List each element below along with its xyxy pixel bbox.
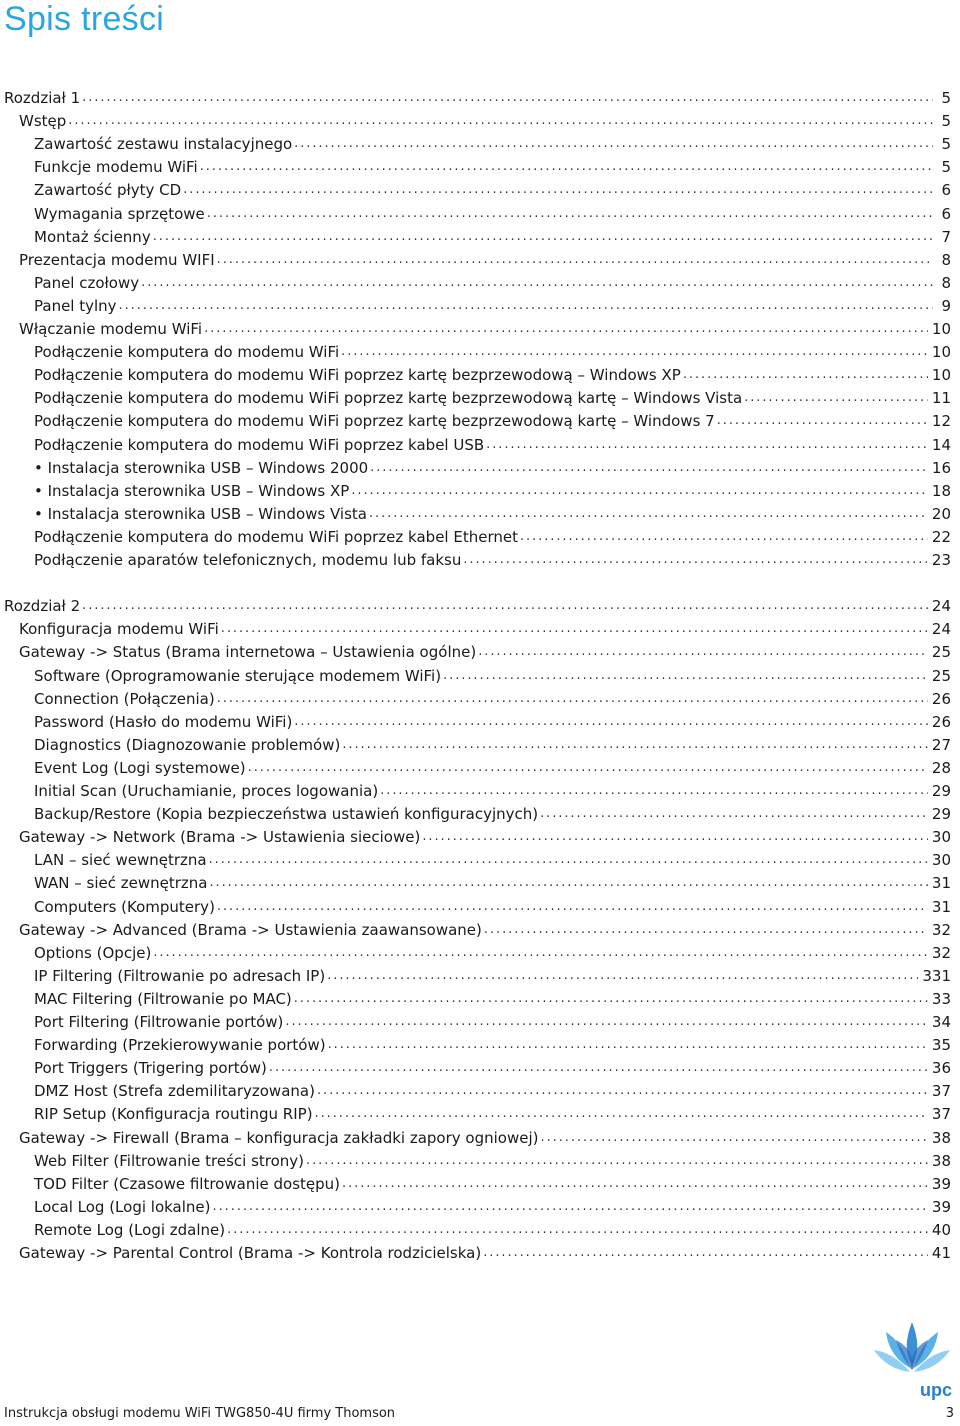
toc-entry-title: Remote Log (Logi zdalne) <box>34 1220 226 1239</box>
toc-dot-leader <box>183 181 933 199</box>
toc-entry[interactable] <box>34 869 951 892</box>
toc-entry[interactable] <box>34 777 951 800</box>
toc-entry-title: Diagnostics (Diagnozowanie problemów) <box>34 735 341 754</box>
toc-dot-leader <box>540 805 928 823</box>
toc-dot-leader <box>342 1175 928 1193</box>
toc-entry[interactable] <box>34 477 951 500</box>
toc-dot-leader <box>422 828 928 846</box>
toc-entry-page: 40 <box>931 1220 951 1239</box>
toc-dot-leader <box>520 528 928 546</box>
toc-entry[interactable] <box>34 1054 951 1077</box>
toc-dot-leader <box>207 205 933 223</box>
toc-dot-leader <box>744 389 928 407</box>
toc-entry-page: 22 <box>931 527 951 546</box>
toc-entry[interactable] <box>34 846 951 869</box>
toc-entry-page: 35 <box>931 1036 951 1055</box>
toc-entry-page: 32 <box>931 920 951 939</box>
toc-entry-title: Panel czołowy <box>34 273 140 292</box>
toc-dot-leader <box>200 158 933 176</box>
toc-entry[interactable] <box>34 1100 951 1123</box>
toc-entry-title: Event Log (Logi systemowe) <box>34 758 246 777</box>
toc-entry-page: 39 <box>931 1197 951 1216</box>
toc-entry-title: Montaż ścienny <box>34 227 151 246</box>
toc-entry-page: 20 <box>931 504 951 523</box>
toc-entry-page: 16 <box>931 458 951 477</box>
toc-entry-page: 28 <box>931 758 951 777</box>
toc-entry-title: Panel tylny <box>34 296 117 315</box>
toc-entry-page: 6 <box>941 204 951 223</box>
toc-entry-page: 32 <box>931 943 951 962</box>
toc-entry[interactable] <box>34 962 951 985</box>
toc-entry[interactable] <box>34 338 951 361</box>
toc-entry[interactable] <box>19 615 951 638</box>
toc-entry-title: Local Log (Logi lokalne) <box>34 1197 211 1216</box>
toc-dot-leader <box>248 759 928 777</box>
toc-entry-page: 25 <box>931 666 951 685</box>
toc-entry-title: Konfiguracja modemu WiFi <box>19 620 219 639</box>
toc-entry-page: 5 <box>941 158 951 177</box>
toc-entry-title: Podłączenie komputera do modemu WiFi poprzez kartę bezprzewodową kartę – Windows 7 <box>34 412 715 431</box>
toc-entry-title: Port Filtering (Filtrowanie portów) <box>34 1013 284 1031</box>
logo-text: upc <box>920 1380 953 1400</box>
toc-entry-title: Włączanie modemu WiFi <box>19 320 203 338</box>
toc-dot-leader <box>484 921 928 939</box>
toc-entry[interactable] <box>34 130 951 153</box>
toc-entry-page: 38 <box>931 1128 951 1147</box>
toc-entry-page: 37 <box>931 1082 951 1101</box>
toc-entry-title: MAC Filtering (Filtrowanie po MAC) <box>34 989 292 1008</box>
toc-entry[interactable] <box>34 546 951 569</box>
toc-entry-title: Podłączenie komputera do modemu WiFi <box>34 343 340 362</box>
toc-entry-title: Gateway -> Status (Brama internetowa – Ustawienia ogólne) <box>19 643 477 662</box>
toc-entry-page: 10 <box>931 320 951 338</box>
toc-dot-leader <box>369 505 928 523</box>
page-number: 3 <box>945 1406 954 1421</box>
toc-dot-leader <box>380 782 928 800</box>
toc-entry-title: TOD Filter (Czasowe filtrowanie dostępu) <box>34 1174 340 1193</box>
toc-entry[interactable] <box>34 893 951 916</box>
toc-dot-leader <box>294 713 928 731</box>
toc-entry[interactable] <box>34 176 951 199</box>
toc-entry[interactable] <box>34 523 951 546</box>
toc-entry-page: 31 <box>931 874 951 893</box>
toc-entry-title: Podłączenie komputera do modemu WiFi poprzez kabel USB <box>34 435 485 454</box>
toc-entry[interactable] <box>19 638 951 661</box>
toc-entry-page: 8 <box>941 273 951 292</box>
toc-entry-title: Funkcje modemu WiFi <box>34 158 198 177</box>
toc-entry[interactable] <box>34 292 951 315</box>
toc-entry-page: 30 <box>931 851 951 870</box>
toc-dot-leader <box>204 320 928 338</box>
toc-entry-title: Wstęp <box>19 112 67 131</box>
toc-entry[interactable] <box>34 454 951 477</box>
toc-entry-page: 18 <box>931 481 951 500</box>
toc-dot-leader <box>209 874 927 892</box>
toc-entry-title: Rozdział 2 <box>4 597 81 616</box>
toc-entry-title: Wymagania sprzętowe <box>34 204 205 223</box>
toc-entry[interactable] <box>19 246 951 269</box>
toc-entry-page: 24 <box>931 620 951 639</box>
toc-entry-title: LAN – sieć wewnętrzna <box>34 851 207 870</box>
toc-dot-leader <box>217 898 928 916</box>
toc-entry-page: 11 <box>931 389 951 408</box>
toc-entry-page: 10 <box>931 343 951 362</box>
toc-entry-title: DMZ Host (Strefa zdemilitaryzowana) <box>34 1082 315 1101</box>
toc-entry-title: Podłączenie komputera do modemu WiFi poprzez kartę bezprzewodową – Windows XP <box>34 366 681 385</box>
toc-entry[interactable] <box>34 708 951 731</box>
toc-entry[interactable] <box>34 1077 951 1100</box>
toc-entry-title: Computers (Komputery) <box>34 897 215 916</box>
toc-entry[interactable] <box>34 1147 951 1170</box>
toc-entry-page: 26 <box>931 712 951 731</box>
toc-entry[interactable] <box>19 916 951 939</box>
toc-dot-leader <box>315 1105 928 1123</box>
toc-entry[interactable] <box>34 731 951 754</box>
toc-entry[interactable] <box>34 800 951 823</box>
toc-entry-title: Backup/Restore (Kopia bezpieczeństwa ustawień konfiguracyjnych) <box>34 805 539 824</box>
toc-entry-page: 5 <box>941 112 951 131</box>
toc-entry-title: Gateway -> Network (Brama -> Ustawienia sieciowe) <box>19 828 421 847</box>
toc-dot-leader <box>683 366 928 384</box>
toc-dot-leader <box>443 667 928 685</box>
toc-dot-leader <box>342 736 928 754</box>
toc-entry[interactable] <box>34 200 951 223</box>
toc-entry-title: Zawartość płyty CD <box>34 181 182 200</box>
toc-entry-page: 36 <box>931 1059 951 1078</box>
toc-entry-title: Gateway -> Advanced (Brama -> Ustawienia zaawansowane) <box>19 920 482 939</box>
toc-entry-title: Gateway -> Parental Control (Brama -> Kontrola rodzicielska) <box>19 1244 482 1262</box>
toc-dot-leader <box>269 1059 928 1077</box>
toc-entry-title: Podłączenie komputera do modemu WiFi poprzez kabel Ethernet <box>34 527 518 546</box>
toc-entry-title: Prezentacja modemu WIFI <box>19 250 215 269</box>
toc-entry-page: 39 <box>931 1174 951 1193</box>
toc-entry-title: WAN – sieć zewnętrzna <box>34 874 208 893</box>
toc-entry-title: Password (Hasło do modemu WiFi) <box>34 712 293 731</box>
toc-entry-page: 41 <box>931 1244 951 1262</box>
toc-dot-leader <box>285 1013 927 1031</box>
toc-entry-page: 12 <box>931 412 951 431</box>
footer-text: Instrukcja obsługi modemu WiFi TWG850-4U firmy Thomson <box>4 1406 396 1421</box>
toc-entry-page: 33 <box>931 989 951 1008</box>
toc-dot-leader <box>306 1152 928 1170</box>
toc-entry-title: Initial Scan (Uruchamianie, proces logowania) <box>34 782 379 800</box>
toc-dot-leader <box>82 597 928 615</box>
toc-entry[interactable] <box>34 361 951 384</box>
toc-entry-page: 24 <box>931 597 951 616</box>
toc-entry[interactable] <box>34 754 951 777</box>
toc-entry[interactable] <box>34 407 951 430</box>
toc-dot-leader <box>119 297 933 315</box>
toc-dot-leader <box>341 343 928 361</box>
toc-entry-title: • Instalacja sterownika USB – Windows 2000 <box>34 458 369 477</box>
page-title: Spis treści <box>4 0 165 38</box>
toc-entry-title: RIP Setup (Konfiguracja routingu RIP) <box>34 1105 313 1124</box>
toc-entry-page: 9 <box>941 296 951 315</box>
toc-entry-page: 25 <box>931 643 951 662</box>
toc-entry-page: 331 <box>922 966 951 985</box>
toc-entry[interactable] <box>34 1031 951 1054</box>
toc-dot-leader <box>68 112 933 130</box>
upc-logo <box>866 1318 958 1402</box>
toc-entry-title: Podłączenie aparatów telefonicznych, modemu lub faksu <box>34 551 462 569</box>
toc-entry[interactable] <box>4 84 951 107</box>
toc-entry-title: Gateway -> Firewall (Brama – konfiguracja zakładki zapory ogniowej) <box>19 1128 539 1147</box>
toc-entry-page: 23 <box>931 551 951 569</box>
toc-entry-title: • Instalacja sterownika USB – Windows Vista <box>34 504 367 523</box>
toc-entry-page: 10 <box>931 366 951 385</box>
toc-entry-page: 5 <box>941 89 951 107</box>
toc-entry[interactable] <box>34 1170 951 1193</box>
toc-entry[interactable] <box>34 662 951 685</box>
toc-dot-leader <box>327 967 918 985</box>
toc-dot-leader <box>317 1082 928 1100</box>
toc-entry[interactable] <box>34 153 951 176</box>
toc-entry-title: Zawartość zestawu instalacyjnego <box>34 135 293 154</box>
toc-entry-page: 27 <box>931 735 951 754</box>
toc-entry-title: Web Filter (Filtrowanie treści strony) <box>34 1151 305 1170</box>
toc-entry-title: Port Triggers (Trigering portów) <box>34 1059 267 1078</box>
toc-dot-leader <box>153 944 928 962</box>
toc-dot-leader <box>328 1036 928 1054</box>
toc-entry[interactable] <box>34 384 951 407</box>
toc-entry[interactable] <box>34 431 951 454</box>
toc-entry-page: 37 <box>931 1105 951 1124</box>
toc-entry-title: Connection (Połączenia) <box>34 689 215 708</box>
toc-entry[interactable] <box>34 500 951 523</box>
toc-entry[interactable] <box>34 939 951 962</box>
toc-entry-page: 38 <box>931 1151 951 1170</box>
toc-entry-page: 30 <box>931 828 951 847</box>
toc-entry[interactable] <box>34 1008 951 1031</box>
toc-entry-title: Software (Oprogramowanie sterujące modemem WiFi) <box>34 666 442 685</box>
toc-entry[interactable] <box>34 685 951 708</box>
toc-entry[interactable] <box>34 985 951 1008</box>
toc-entry-title: Rozdział 1 <box>4 89 81 107</box>
toc-entry[interactable] <box>34 1216 951 1239</box>
toc-dot-leader <box>486 436 928 454</box>
toc-entry[interactable] <box>34 269 951 292</box>
toc-dot-leader <box>227 1221 928 1239</box>
toc-dot-leader <box>478 643 928 661</box>
toc-entry[interactable] <box>4 592 951 615</box>
toc-entry-title: • Instalacja sterownika USB – Windows XP <box>34 481 350 500</box>
toc-entry-page: 29 <box>931 782 951 800</box>
toc-entry-page: 26 <box>931 689 951 708</box>
toc-dot-leader <box>82 89 933 107</box>
toc-dot-leader <box>463 551 928 569</box>
toc-dot-leader <box>221 620 928 638</box>
toc-entry[interactable] <box>19 315 951 338</box>
toc-entry[interactable] <box>19 1124 951 1147</box>
toc-dot-leader <box>351 482 928 500</box>
toc-dot-leader <box>217 690 928 708</box>
toc-entry-title: Options (Opcje) <box>34 943 152 962</box>
toc-dot-leader <box>370 459 928 477</box>
toc-entry-page: 7 <box>941 227 951 246</box>
toc-dot-leader <box>541 1129 928 1147</box>
toc-entry-page: 6 <box>941 181 951 200</box>
toc-entry-title: Podłączenie komputera do modemu WiFi poprzez kartę bezprzewodową kartę – Windows Vista <box>34 389 743 408</box>
toc-dot-leader <box>483 1244 928 1262</box>
toc-dot-leader <box>153 228 933 246</box>
toc-dot-leader <box>217 251 933 269</box>
toc-entry-page: 5 <box>941 135 951 154</box>
toc-entry-page: 34 <box>931 1013 951 1031</box>
toc-entry-title: IP Filtering (Filtrowanie po adresach IP) <box>34 966 326 985</box>
toc-entry[interactable] <box>19 107 951 130</box>
toc-entry-page: 14 <box>931 435 951 454</box>
toc-entry[interactable] <box>34 223 951 246</box>
toc-dot-leader <box>294 135 933 153</box>
upc-flower-icon <box>874 1322 950 1372</box>
toc-entry[interactable] <box>19 823 951 846</box>
toc-dot-leader <box>209 851 928 869</box>
toc-dot-leader <box>294 990 928 1008</box>
toc-dot-leader <box>717 412 928 430</box>
toc-entry[interactable] <box>34 1193 951 1216</box>
toc-entry[interactable] <box>19 1239 951 1262</box>
toc-entry-page: 31 <box>931 897 951 916</box>
toc-dot-leader <box>213 1198 928 1216</box>
toc-entry-title: Forwarding (Przekierowywanie portów) <box>34 1036 326 1055</box>
toc-dot-leader <box>141 274 933 292</box>
toc-entry-page: 8 <box>941 250 951 269</box>
toc-entry-page: 29 <box>931 805 951 824</box>
